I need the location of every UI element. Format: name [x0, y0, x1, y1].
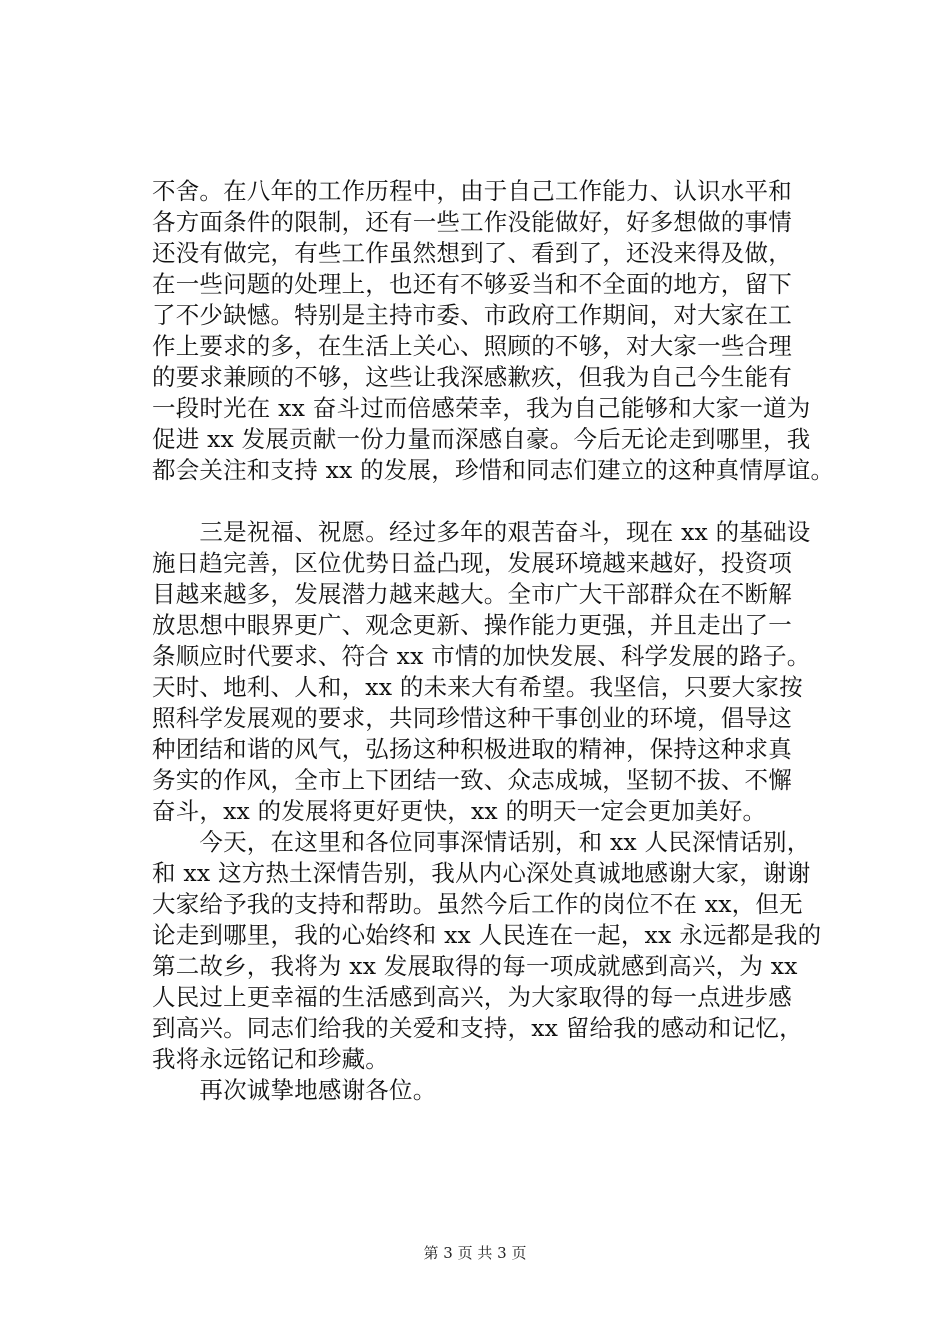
- text-line: 了不少缺憾。特别是主持市委、市政府工作期间，对大家在工: [152, 301, 792, 329]
- text-line: 天时、地利、人和，xx 的未来大有希望。我坚信，只要大家按: [152, 673, 803, 701]
- text-line: 第二故乡，我将为 xx 发展取得的每一项成就感到高兴，为 xx: [152, 952, 798, 980]
- text-line: 照科学发展观的要求，共同珍惜这种干事创业的环境，倡导这: [152, 704, 792, 732]
- text-line: 作上要求的多，在生活上关心、照顾的不够，对大家一些合理: [152, 332, 792, 360]
- text-line: 奋斗，xx 的发展将更好更快，xx 的明天一定会更加美好。: [152, 797, 767, 825]
- text-line: 都会关注和支持 xx 的发展，珍惜和同志们建立的这种真情厚谊。: [152, 456, 835, 484]
- text-line: 今天，在这里和各位同事深情话别，和 xx 人民深情话别，: [152, 828, 811, 856]
- text-line: 一段时光在 xx 奋斗过而倍感荣幸，我为自己能够和大家一道为: [152, 394, 811, 422]
- text-line: 条顺应时代要求、符合 xx 市情的加快发展、科学发展的路子。: [152, 642, 811, 670]
- text-line: 各方面条件的限制，还有一些工作没能做好，好多想做的事情: [152, 208, 792, 236]
- text-line: 促进 xx 发展贡献一份力量而深感自豪。今后无论走到哪里，我: [152, 425, 811, 453]
- text-line: 和 xx 这方热土深情告别，我从内心深处真诚地感谢大家，谢谢: [152, 859, 811, 887]
- text-line: 再次诚挚地感谢各位。: [152, 1076, 437, 1104]
- text-line: 种团结和谐的风气，弘扬这种积极进取的精神，保持这种求真: [152, 735, 792, 763]
- text-line: 在一些问题的处理上，也还有不够妥当和不全面的地方，留下: [152, 270, 792, 298]
- text-line: 还没有做完，有些工作虽然想到了、看到了，还没来得及做，: [152, 239, 792, 267]
- page-number-footer: 第 3 页 共 3 页: [423, 1244, 527, 1262]
- text-line: 目越来越多，发展潜力越来越大。全市广大干部群众在不断解: [152, 580, 792, 608]
- text-line: 施日趋完善，区位优势日益凸现，发展环境越来越好，投资项: [152, 549, 792, 577]
- text-line: 的要求兼顾的不够，这些让我深感歉疚，但我为自己今生能有: [152, 363, 792, 391]
- text-line: 不舍。在八年的工作历程中，由于自己工作能力、认识水平和: [152, 177, 792, 205]
- text-line: 三是祝福、祝愿。经过多年的艰苦奋斗，现在 xx 的基础设: [152, 518, 811, 546]
- text-line: 放思想中眼界更广、观念更新、操作能力更强，并且走出了一: [152, 611, 792, 639]
- text-line: 我将永远铭记和珍藏。: [152, 1045, 389, 1073]
- text-line: 到高兴。同志们给我的关爱和支持，xx 留给我的感动和记忆，: [152, 1014, 803, 1042]
- text-line: 论走到哪里，我的心始终和 xx 人民连在一起，xx 永远都是我的: [152, 921, 822, 949]
- text-line: 大家给予我的支持和帮助。虽然今后工作的岗位不在 xx，但无: [152, 890, 803, 918]
- text-line: 务实的作风，全市上下团结一致、众志成城，坚韧不拔、不懈: [152, 766, 792, 794]
- text-line: 人民过上更幸福的生活感到高兴，为大家取得的每一点进步感: [152, 983, 792, 1011]
